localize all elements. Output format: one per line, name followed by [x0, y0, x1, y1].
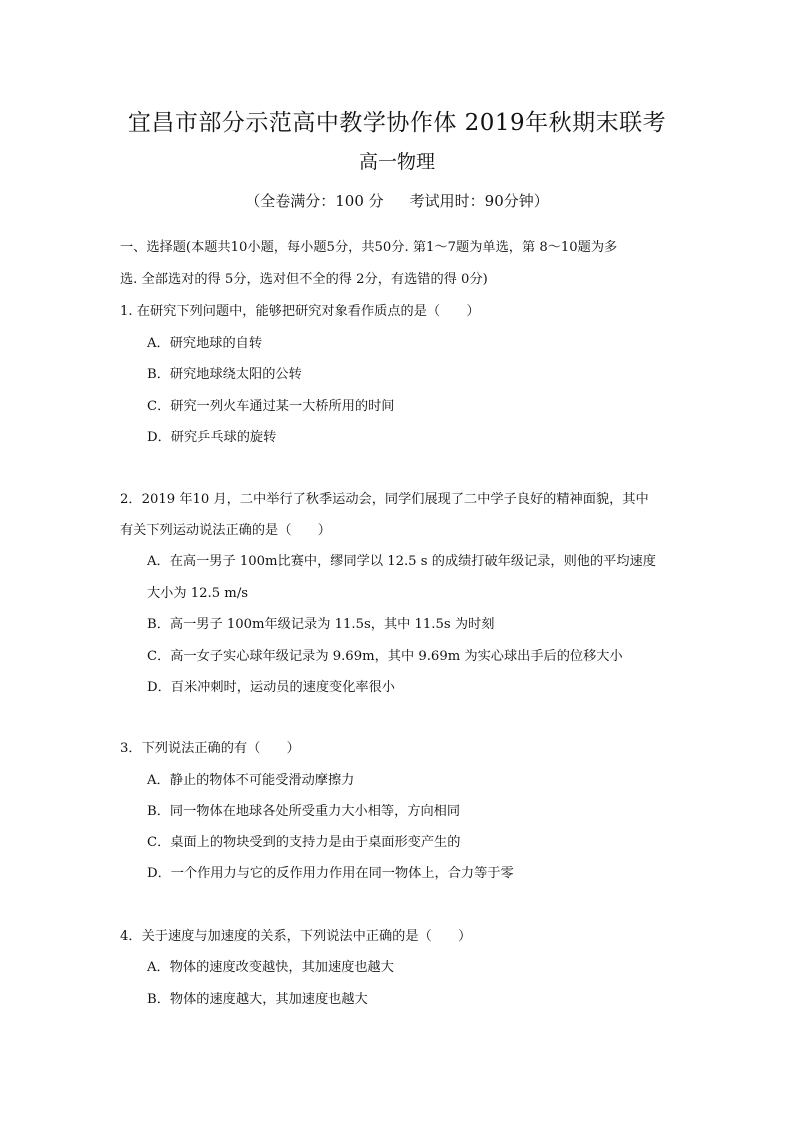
question-2-option-d: D．百米冲刺时，运动员的速度变化率很小	[147, 680, 395, 695]
question-2-stem-line-2: 有关下列运动说法正确的是（ ）	[120, 523, 331, 538]
question-3-option-a: A．静止的物体不可能受滑动摩擦力	[147, 773, 355, 788]
exam-duration: 考试用时：90分钟）	[409, 192, 549, 210]
question-3-option-d: D．一个作用力与它的反作用力作用在同一物体上，合力等于零	[147, 866, 514, 881]
question-2-option-b: B．高一男子 100m年级记录为 11.5s，其中 11.5s 为时刻	[147, 617, 495, 632]
question-1-stem: 1. 在研究下列问题中，能够把研究对象看作质点的是（ ）	[120, 304, 480, 319]
section-heading-line-1: 一、选择题(本题共10小题，每小题5分，共50分. 第1～7题为单选，第 8～10题为多	[120, 240, 618, 255]
question-1-option-a: A．研究地球的自转	[147, 336, 263, 351]
exam-subject: 高一物理	[358, 151, 435, 173]
question-3-stem: 3．下列说法正确的有（ ）	[120, 741, 300, 756]
question-1-option-c: C．研究一列火车通过某一大桥所用的时间	[147, 399, 395, 414]
question-2-option-a-line-2: 大小为 12.5 m/s	[147, 586, 249, 601]
question-3-option-b: B．同一物体在地球各处所受重力大小相等，方向相同	[147, 804, 461, 819]
exam-title: 宜昌市部分示范高中教学协作体 2019年秋期末联考	[127, 110, 667, 136]
question-1-option-b: B．研究地球绕太阳的公转	[147, 367, 302, 382]
total-score: （全卷满分：100 分	[245, 192, 384, 210]
question-2-option-c: C．高一女子实心球年级记录为 9.69m，其中 9.69m 为实心球出手后的位移大小	[147, 649, 623, 664]
question-2-stem-line-1: 2．2019 年10 月，二中举行了秋季运动会，同学们展现了二中学子良好的精神面貌，其中	[120, 492, 649, 507]
question-2-option-a-line-1: A．在高一男子 100m比赛中，缪同学以 12.5 s 的成绩打破年级记录，则他的平均速度	[147, 554, 656, 569]
section-heading-line-2: 选. 全部选对的得 5分，选对但不全的得 2分，有选错的得 0分)	[120, 272, 488, 287]
question-3-option-c: C．桌面上的物块受到的支持力是由于桌面形变产生的	[147, 835, 461, 850]
exam-meta	[0, 190, 794, 211]
question-4-stem: 4．关于速度与加速度的关系，下列说法中正确的是（ ）	[120, 929, 472, 944]
question-1-option-d: D．研究乒乓球的旋转	[147, 430, 277, 445]
question-4-option-a: A．物体的速度改变越快，其加速度也越大	[147, 960, 394, 975]
question-4-option-b: B．物体的速度越大，其加速度也越大	[147, 992, 368, 1007]
